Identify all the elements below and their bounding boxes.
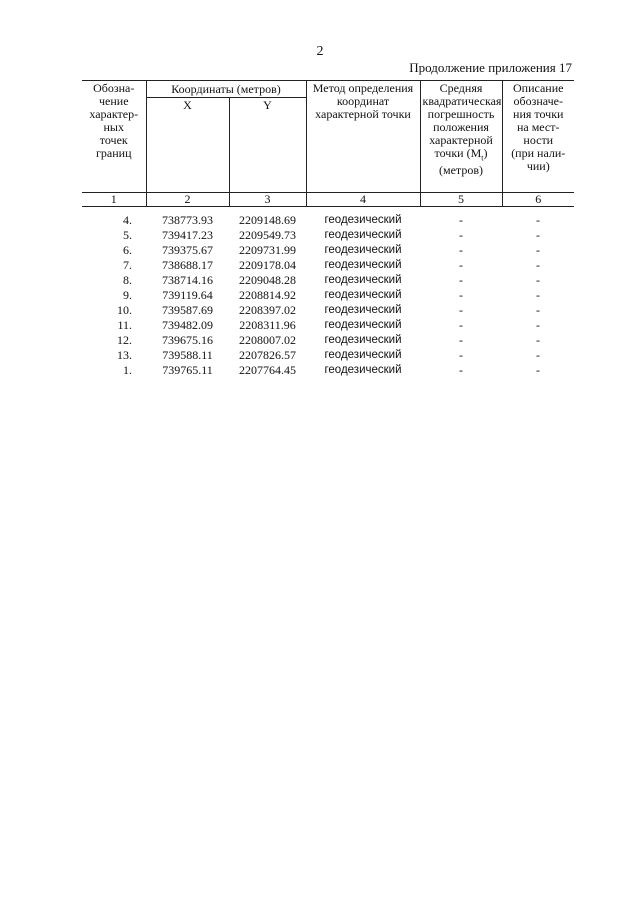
- header-y: Y: [229, 98, 306, 193]
- table-body: [82, 207, 574, 379]
- error-value: -: [459, 333, 463, 347]
- coord-x: 739675.16: [162, 333, 213, 347]
- description-value: -: [536, 273, 540, 287]
- header-x: X: [146, 98, 229, 193]
- coord-x: 739587.69: [162, 303, 213, 317]
- coordinates-table: [82, 80, 574, 378]
- description-value: -: [536, 303, 540, 317]
- table-row: [82, 333, 574, 348]
- point-number: 10.: [117, 303, 132, 317]
- coord-x: 738714.16: [162, 273, 213, 287]
- description-value: -: [536, 243, 540, 257]
- coord-x: 739375.67: [162, 243, 213, 257]
- error-value: -: [459, 228, 463, 242]
- column-number: 4: [306, 193, 420, 207]
- method-value: геодезический: [324, 244, 402, 256]
- method-value: геодезический: [324, 319, 402, 331]
- error-value: -: [459, 288, 463, 302]
- description-value: -: [536, 228, 540, 242]
- table-row: [82, 207, 574, 229]
- coord-y: 2208814.92: [239, 288, 296, 302]
- column-number: 3: [229, 193, 306, 207]
- method-value: геодезический: [324, 364, 402, 376]
- table-row: [82, 288, 574, 303]
- method-value: геодезический: [324, 214, 402, 226]
- method-value: геодезический: [324, 229, 402, 241]
- table-row: [82, 303, 574, 318]
- table-row: [82, 243, 574, 258]
- header-method: Метод определения координат характерной точки: [306, 81, 420, 193]
- coord-x: 739588.11: [162, 348, 213, 362]
- coord-y: 2207764.45: [239, 363, 296, 377]
- point-number: 5.: [123, 228, 132, 242]
- description-value: -: [536, 258, 540, 272]
- column-number-row: [82, 193, 574, 207]
- header-coordinates-group: Координаты (метров): [146, 81, 306, 98]
- coord-y: 2209549.73: [239, 228, 296, 242]
- error-value: -: [459, 258, 463, 272]
- error-value: -: [459, 213, 463, 227]
- description-value: -: [536, 213, 540, 227]
- coord-x: 739482.09: [162, 318, 213, 332]
- column-number: 5: [420, 193, 502, 207]
- point-number: 4.: [123, 213, 132, 227]
- point-number: 9.: [123, 288, 132, 302]
- method-value: геодезический: [324, 334, 402, 346]
- point-number: 13.: [117, 348, 132, 362]
- coord-y: 2209178.04: [239, 258, 296, 272]
- error-value: -: [459, 363, 463, 377]
- point-number: 11.: [117, 318, 132, 332]
- column-number: 6: [502, 193, 574, 207]
- point-number: 8.: [123, 273, 132, 287]
- error-value: -: [459, 303, 463, 317]
- description-value: -: [536, 288, 540, 302]
- page-number: 2: [316, 44, 324, 59]
- continuation-label: Продолжение приложения 17: [409, 60, 572, 75]
- coord-y: 2208397.02: [239, 303, 296, 317]
- table-row: [82, 348, 574, 363]
- error-value: -: [459, 273, 463, 287]
- header-point-description: Описание обозначе- ния точки на мест- ности (при нали- чии): [502, 81, 574, 193]
- coord-x: 738688.17: [162, 258, 213, 272]
- method-value: геодезический: [324, 289, 402, 301]
- error-value: -: [459, 348, 463, 362]
- coord-y: 2209148.69: [239, 213, 296, 227]
- method-value: геодезический: [324, 259, 402, 271]
- description-value: -: [536, 318, 540, 332]
- coord-x: 738773.93: [162, 213, 213, 227]
- coord-y: 2209731.99: [239, 243, 296, 257]
- column-number: 2: [146, 193, 229, 207]
- header-point-designation: Обозна- чение характер- ных точек границ: [82, 81, 146, 193]
- coord-x: 739119.64: [162, 288, 213, 302]
- coord-y: 2208311.96: [239, 318, 296, 332]
- point-number: 12.: [117, 333, 132, 347]
- description-value: -: [536, 348, 540, 362]
- description-value: -: [536, 333, 540, 347]
- method-value: геодезический: [324, 349, 402, 361]
- point-number: 7.: [123, 258, 132, 272]
- table-row: [82, 318, 574, 333]
- method-value: геодезический: [324, 274, 402, 286]
- table-row: [82, 228, 574, 243]
- point-number: 1.: [123, 363, 132, 377]
- coord-y: 2208007.02: [239, 333, 296, 347]
- table-row: [82, 363, 574, 378]
- error-value: -: [459, 243, 463, 257]
- header-mean-square-error: Средняя квадратическая погрешность положения характерной точки $(M_t)$ (метров): [420, 81, 502, 193]
- point-number: 6.: [123, 243, 132, 257]
- coord-y: 2209048.28: [239, 273, 296, 287]
- table-row: [82, 258, 574, 273]
- description-value: -: [536, 363, 540, 377]
- table-row: [82, 273, 574, 288]
- method-value: геодезический: [324, 304, 402, 316]
- coord-x: 739765.11: [162, 363, 213, 377]
- coord-y: 2207826.57: [239, 348, 296, 362]
- coord-x: 739417.23: [162, 228, 213, 242]
- column-number: 1: [82, 193, 146, 207]
- error-value: -: [459, 318, 463, 332]
